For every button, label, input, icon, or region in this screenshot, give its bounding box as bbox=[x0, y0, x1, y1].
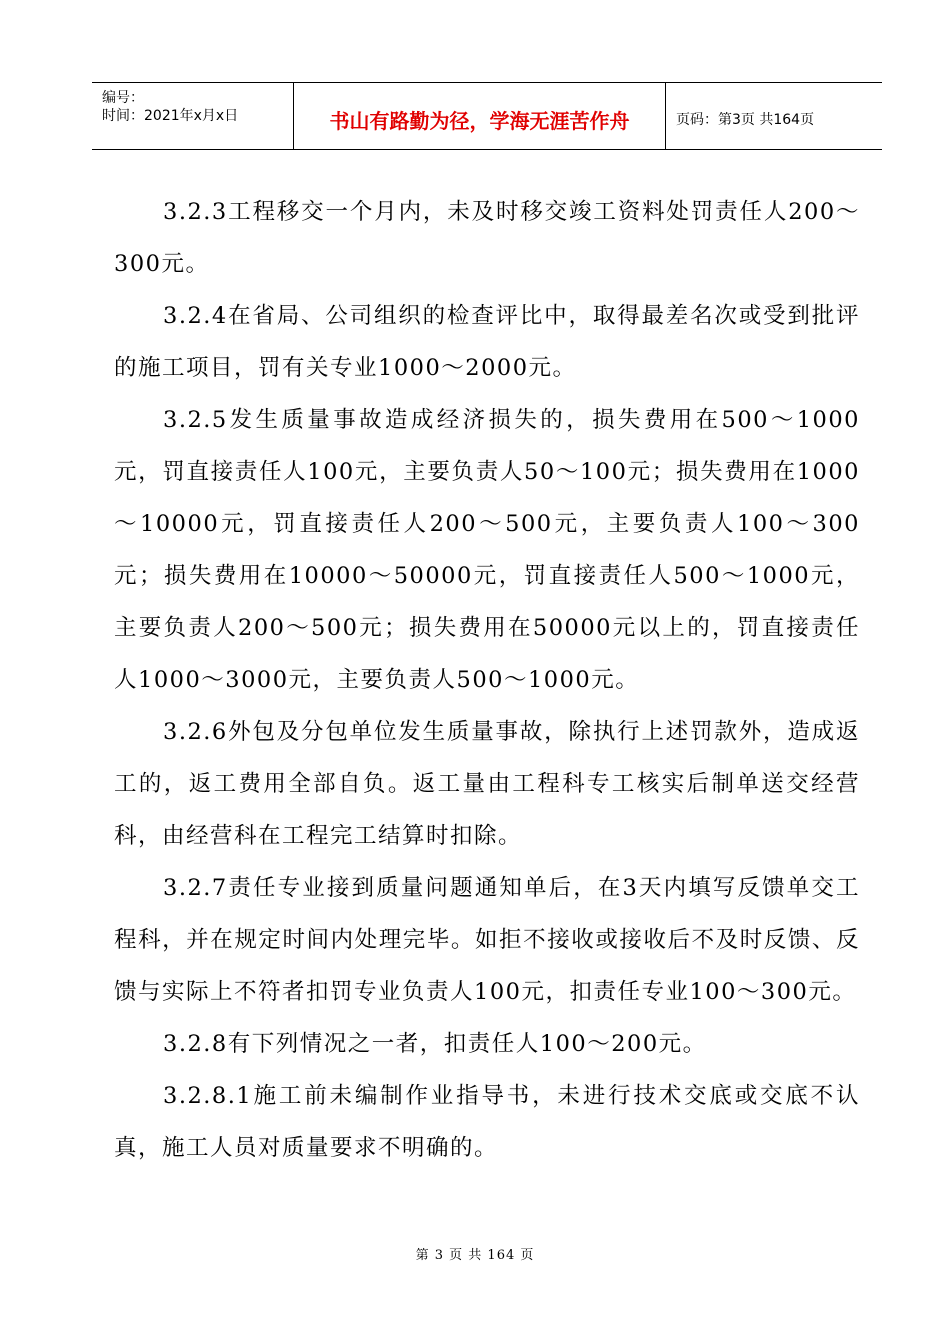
page-footer: 第 3 页 共 164 页 bbox=[415, 1248, 535, 1263]
header-page-info: 页码：第3页 共164页 bbox=[676, 112, 815, 128]
header-left-cell bbox=[92, 83, 294, 149]
paragraph-3-2-7: 3.2.7责任专业接到质量问题通知单后，在3天内填写反馈单交工程科，并在规定时间内处理完毕。如拒不接收或接收后不及时反馈、反馈与实际上不符者扣罚专业负责人100元，扣责任专业100～300元。 bbox=[114, 875, 860, 1005]
header-motto: 书山有路勤为径，学海无涯苦作舟 bbox=[329, 109, 630, 133]
paragraph-3-2-4: 3.2.4在省局、公司组织的检查评比中，取得最差名次或受到批评的施工项目，罚有关专业1000～2000元。 bbox=[114, 303, 860, 381]
document-number-label: 编号： bbox=[102, 90, 144, 106]
header-middle-cell bbox=[294, 83, 666, 149]
page-header bbox=[92, 82, 882, 150]
document-body bbox=[114, 186, 860, 1174]
header-right-cell bbox=[666, 83, 882, 149]
paragraph-3-2-8-1: 3.2.8.1施工前未编制作业指导书，未进行技术交底或交底不认真，施工人员对质量要求不明确的。 bbox=[114, 1083, 860, 1161]
paragraph-3-2-8: 3.2.8有下列情况之一者，扣责任人100～200元。 bbox=[163, 1031, 707, 1057]
paragraph-3-2-5: 3.2.5发生质量事故造成经济损失的，损失费用在500～1000元，罚直接责任人100元，主要负责人50～100元；损失费用在1000～10000元，罚直接责任人200～500元，主要负责人100～300元；损失费用在10000～50000元，罚直接责任人500～1000元，主要负责人200～500元；损失费用在50000元以上的，罚直接责任人1000～3000元，主要负责人500～1000元。 bbox=[114, 407, 860, 693]
paragraph-3-2-6: 3.2.6外包及分包单位发生质量事故，除执行上述罚款外，造成返工的，返工费用全部自负。返工量由工程科专工核实后制单送交经营科，由经营科在工程完工结算时扣除。 bbox=[114, 719, 860, 849]
document-time-label: 时间：2021年x月x日 bbox=[102, 108, 239, 124]
paragraph-3-2-3: 3.2.3工程移交一个月内，未及时移交竣工资料处罚责任人200～300元。 bbox=[114, 199, 860, 277]
